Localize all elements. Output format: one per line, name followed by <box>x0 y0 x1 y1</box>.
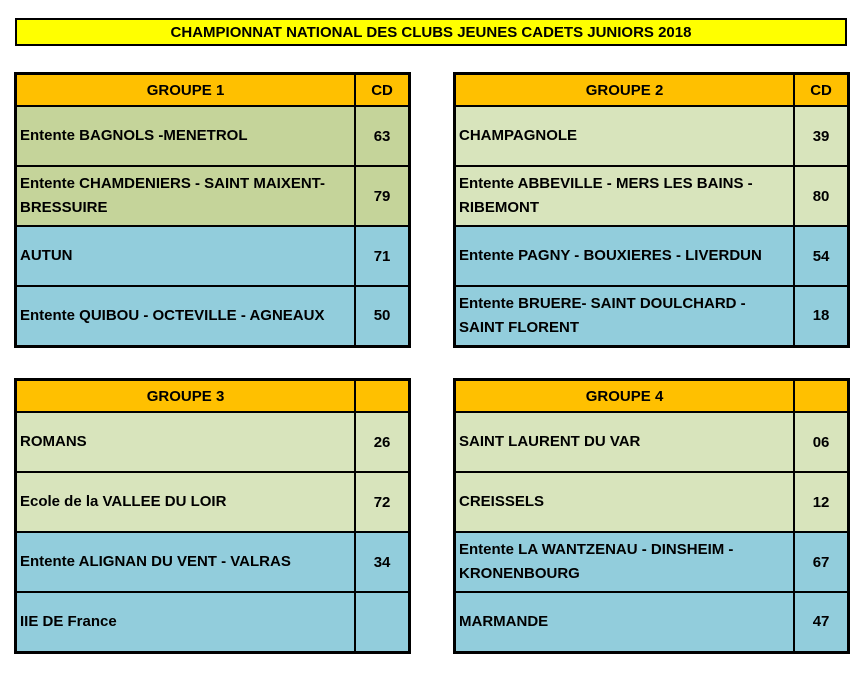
group-header-row <box>455 74 849 107</box>
group-header-row <box>16 74 410 107</box>
table-row <box>16 106 410 166</box>
group-header-row <box>455 380 849 413</box>
table-row <box>455 412 849 472</box>
cd-value: 80 <box>794 166 848 226</box>
table-row <box>455 226 849 286</box>
club-name: SAINT LAURENT DU VAR <box>455 412 795 472</box>
group-2-table <box>453 72 850 348</box>
club-name: Entente BAGNOLS -MENETROL <box>16 106 356 166</box>
group-1-table <box>14 72 411 348</box>
table-row <box>455 106 849 166</box>
cd-header <box>355 380 409 413</box>
table-row <box>16 592 410 652</box>
table-row <box>455 592 849 652</box>
club-name: Entente QUIBOU - OCTEVILLE - AGNEAUX <box>16 286 356 346</box>
cd-value: 63 <box>355 106 409 166</box>
cd-value: 26 <box>355 412 409 472</box>
cd-value: 06 <box>794 412 848 472</box>
table-row <box>455 472 849 532</box>
club-name: Ecole de la VALLEE DU LOIR <box>16 472 356 532</box>
group-name-header: GROUPE 2 <box>455 74 795 107</box>
table-row <box>16 226 410 286</box>
table-row <box>16 166 410 226</box>
group-4-table <box>453 378 850 654</box>
club-name: Entente LA WANTZENAU - DINSHEIM - KRONENBOURG <box>455 532 795 592</box>
cd-header <box>794 380 848 413</box>
club-name: CHAMPAGNOLE <box>455 106 795 166</box>
club-name: CREISSELS <box>455 472 795 532</box>
cd-value: 71 <box>355 226 409 286</box>
club-name: Entente BRUERE- SAINT DOULCHARD - SAINT FLORENT <box>455 286 795 346</box>
table-row <box>455 166 849 226</box>
cd-header: CD <box>355 74 409 107</box>
cd-header: CD <box>794 74 848 107</box>
club-name: Entente PAGNY - BOUXIERES - LIVERDUN <box>455 226 795 286</box>
table-row <box>455 532 849 592</box>
cd-value: 47 <box>794 592 848 652</box>
group-name-header: GROUPE 1 <box>16 74 356 107</box>
club-name: AUTUN <box>16 226 356 286</box>
page-title: CHAMPIONNAT NATIONAL DES CLUBS JEUNES CADETS JUNIORS 2018 <box>15 18 847 46</box>
cd-value: 18 <box>794 286 848 346</box>
club-name: IIE DE France <box>16 592 356 652</box>
cd-value: 67 <box>794 532 848 592</box>
cd-value: 79 <box>355 166 409 226</box>
table-row <box>16 286 410 346</box>
group-name-header: GROUPE 3 <box>16 380 356 413</box>
table-row <box>16 412 410 472</box>
club-name: Entente ABBEVILLE - MERS LES BAINS - RIBEMONT <box>455 166 795 226</box>
group-name-header: GROUPE 4 <box>455 380 795 413</box>
club-name: ROMANS <box>16 412 356 472</box>
club-name: Entente CHAMDENIERS - SAINT MAIXENT- BRESSUIRE <box>16 166 356 226</box>
cd-value: 12 <box>794 472 848 532</box>
club-name: Entente ALIGNAN DU VENT - VALRAS <box>16 532 356 592</box>
cd-value: 54 <box>794 226 848 286</box>
table-row <box>16 532 410 592</box>
cd-value: 39 <box>794 106 848 166</box>
club-name: MARMANDE <box>455 592 795 652</box>
table-row <box>455 286 849 346</box>
table-row <box>16 472 410 532</box>
cd-value: 72 <box>355 472 409 532</box>
group-3-table <box>14 378 411 654</box>
cd-value: 34 <box>355 532 409 592</box>
cd-value <box>355 592 409 652</box>
cd-value: 50 <box>355 286 409 346</box>
group-header-row <box>16 380 410 413</box>
